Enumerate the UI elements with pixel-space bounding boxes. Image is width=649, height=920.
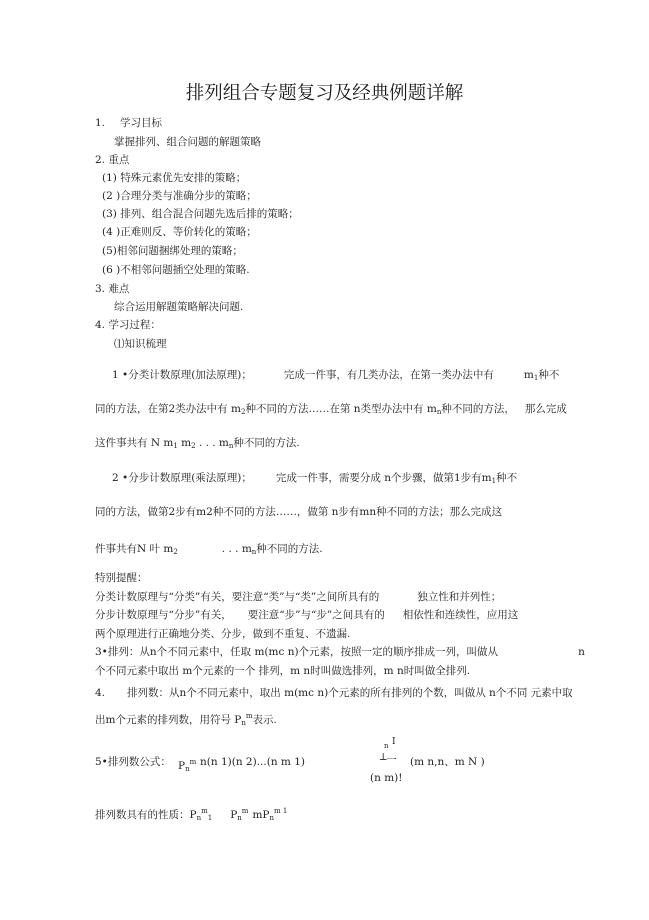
properties-line: 排列数具有的性质：$P_n^m_1$ $P_n^m$ $mP_n^{m 1}$ xyxy=(95,807,288,822)
principle-1-name: 1 •分类计数原理(加法原理)； xyxy=(112,369,252,381)
focus-item-6: (6 )不相邻问题插空处理的策略. xyxy=(102,264,250,276)
principle-1-line-2: 同的方法，在第2类办法中有 $m_2$种不同的方法……在第 n类型办法中有 $m_n$种不同的方法， 那么完成 xyxy=(95,403,567,416)
section-3-text: 综合运用解题策略解决问题. xyxy=(114,301,244,313)
perm-number-line-1: 4. 排列数：从n个不同元素中，取出 m(mc n)个元素的所有排列的个数，叫做从 n个不同 元素中取 xyxy=(95,687,573,699)
principle-2-line-3: 件事共有N 叶 $m_2$ . . . $m_n$种不同的方法. xyxy=(95,543,323,556)
section-1-text: 掌握排列、组合问题的解题策略 xyxy=(114,136,261,148)
section-1-heading: 学习目标 xyxy=(120,117,162,129)
principle-1-line-1: 1 •分类计数原理(加法原理)； 完成一件事，有几类办法，在第一类办法中有 $m_1$种不 xyxy=(112,369,560,382)
section-3-heading: 3. 难点 xyxy=(95,283,130,295)
remark-heading: 特别提醒： xyxy=(95,572,148,584)
formula-condition: (m n,n、m N ) xyxy=(410,756,485,768)
principle-2-line-1: 2 •分步计数原理(乘法原理)； 完成一件事，需要分成 n个步骤，做第1步有$m_1$种不 xyxy=(112,472,518,485)
focus-item-5: (5)相邻问题捆绑处理的策略； xyxy=(102,245,243,257)
section-2-heading: 2. 重点 xyxy=(95,154,130,166)
permutation-line-2: 个不同元素中取出 m个元素的一个 排列，m n时叫做选排列，m n时叫做全排列. xyxy=(95,665,471,677)
remark-line-1: 分类计数原理与“分类”有关，要注意“类”与“类”之间所具有的 独立性和并列性； xyxy=(95,591,502,603)
page-title: 排列组合专题复习及经典例题详解 xyxy=(185,83,464,104)
principle-2-line-2: 同的方法，做第2步有m2种不同的方法……，做第 n步有mn种不同的方法；那么完成这 xyxy=(95,506,503,518)
principle-2-name: 2 •分步计数原理(乘法原理)； xyxy=(112,472,252,484)
focus-item-3: (3) 排列、组合混合问题先选后排的策略； xyxy=(102,208,299,220)
formula-numerator-sup: n xyxy=(384,742,389,750)
focus-item-4: (4 )正难则反、等价转化的策略； xyxy=(102,226,257,238)
permutation-line-1: 3•排列：从n个不同元素中，任取 m(mc n)个元素，按照一定的顺序排成一列，叫做从 n xyxy=(95,646,585,658)
formula-numerator: I xyxy=(392,737,396,747)
formula-label: 5•排列数公式： xyxy=(95,756,171,768)
formula-fraction-bar: ┴一 xyxy=(380,754,397,766)
formula-lhs: $P_n^m$ xyxy=(178,758,197,773)
formula-product: n(n 1)(n 2)...(n m 1) xyxy=(200,756,305,768)
perm-number-line-2: 出m个元素的排列数，用符号 $P_n^m$表示. xyxy=(95,712,277,727)
knowledge-review: ⑴知识梳理 xyxy=(114,338,167,350)
section-4-heading: 4. 学习过程： xyxy=(95,319,161,331)
formula-denominator: (n m)! xyxy=(370,772,403,784)
remark-line-2: 分步计数原理与“分步”有关， 要注意“步”与“步”之间具有的 相依性和连续性，应用这 xyxy=(95,609,519,621)
section-1-num: 1. xyxy=(95,117,106,129)
remark-line-3: 两个原理进行正确地分类、分步，做到不重复、不遗漏. xyxy=(95,628,351,640)
principle-1-line-3: 这件事共有 N $m_1$ $m_2$ . . . $m_n$种不同的方法. xyxy=(95,437,300,450)
focus-item-2: (2 )合理分类与准确分步的策略； xyxy=(102,190,257,202)
focus-item-1: (1) 特殊元素优先安排的策略； xyxy=(102,172,247,184)
